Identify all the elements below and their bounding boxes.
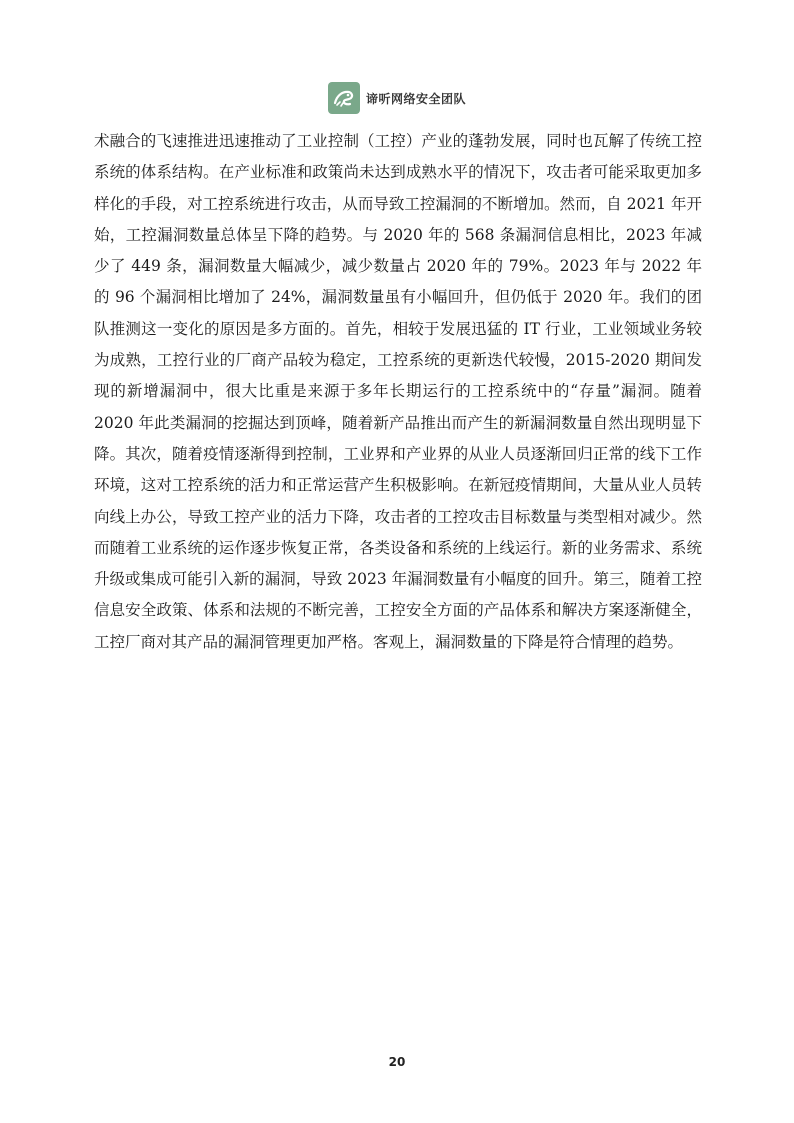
- body-paragraph: 术融合的飞速推进迅速推动了工业控制（工控）产业的蓬勃发展，同时也瓦解了传统工控系统的体系结构。在产业标准和政策尚未达到成熟水平的情况下，攻击者可能采取更加多样化的手段，对工控系统进行攻击，从而导致工控漏洞的不断增加。然而，自 2021 年开始，工控漏洞数量总体呈下降的趋势。与 2020 年的 568 条漏洞信息相比，2023 年减少了 449 条，漏洞数量大幅减少，减少数量占 2020 年的 79%。2023 年与 2022 年的 96 个漏洞相比增加了 24%，漏洞数量虽有小幅回升，但仍低于 2020 年。我们的团队推测这一变化的原因是多方面的。首先，相较于发展迅猛的 IT 行业，工业领域业务较为成熟，工控行业的厂商产品较为稳定，工控系统的更新迭代较慢，2015-2020 期间发现的新增漏洞中，很大比重是来源于多年长期运行的工控系统中的“存量”漏洞。随着 2020 年此类漏洞的挖掘达到顶峰，随着新产品推出而产生的新漏洞数量自然出现明显下降。其次，随着疫情逐渐得到控制，工业界和产业界的从业人员逐渐回归正常的线下工作环境，这对工控系统的活力和正常运营产生积极影响。在新冠疫情期间，大量从业人员转向线上办公，导致工控产业的活力下降，攻击者的工控攻击目标数量与类型相对减少。然而随着工业系统的运作逐步恢复正常，各类设备和系统的上线运行。新的业务需求、系统升级或集成可能引入新的漏洞，导致 2023 年漏洞数量有小幅度的回升。第三，随着工控信息安全政策、体系和法规的不断完善，工控安全方面的产品体系和解决方案逐渐健全，工控厂商对其产品的漏洞管理更加严格。客观上，漏洞数量的下降是符合情理的趋势。: [94, 132, 702, 651]
- team-logo-icon: [328, 82, 360, 114]
- page-header: [0, 80, 794, 116]
- page-number: 20: [388, 1055, 406, 1069]
- main-content: [94, 126, 702, 658]
- header-title: 谛听网络安全团队: [365, 91, 466, 106]
- dragon-emblem-icon: [331, 85, 357, 111]
